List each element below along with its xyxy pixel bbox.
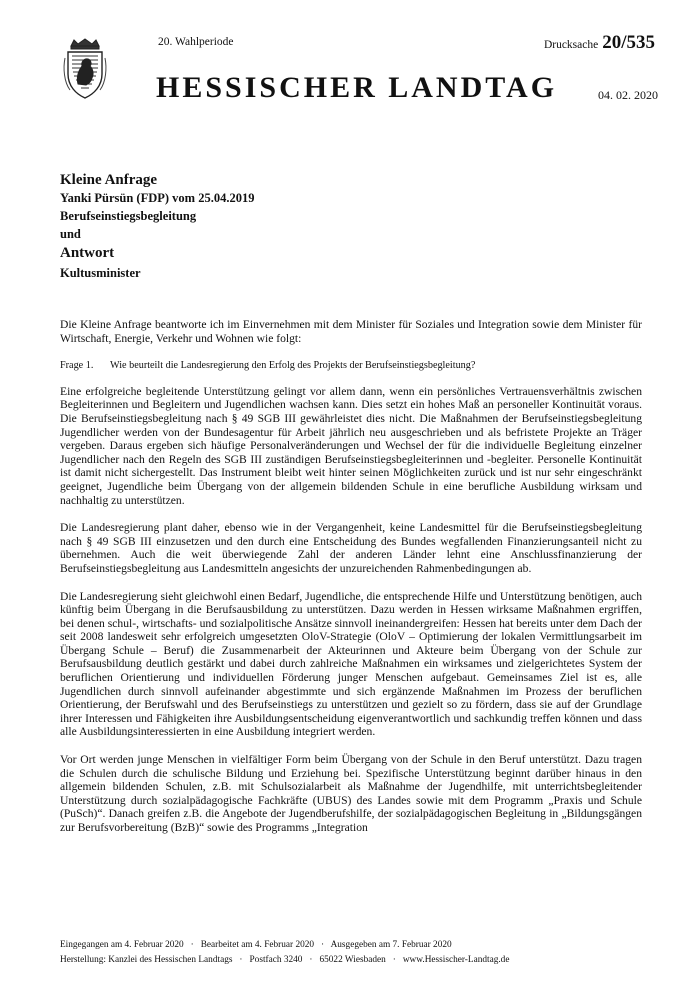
drucksache	[544, 32, 655, 54]
question-1	[60, 359, 642, 373]
drucksache-label: Drucksache	[543, 39, 599, 51]
footer-imprint: Herstellung: Kanzlei des Hessischen Landtags · Postfach 3240 · 65022 Wiesbaden · www.Hessischer-Landtag.de	[60, 955, 510, 965]
kleine-anfrage-heading: Kleine Anfrage	[60, 172, 158, 188]
und-line: und	[60, 227, 81, 241]
question-text: Wie beurteilt die Landesregierung den Erfolg des Projekts der Berufseinstiegsbegleitung?	[110, 360, 476, 372]
document-body	[60, 318, 642, 849]
question-label: Frage 1.	[60, 360, 94, 372]
page-title: HESSISCHER LANDTAG	[156, 71, 558, 104]
intro-paragraph: Die Kleine Anfrage beantworte ich im Einvernehmen mit dem Minister für Soziales und Integration sowie dem Minister für Wirtschaft, Energie, Verkehr und Wohnen wie folgt:	[60, 318, 642, 345]
antwort-heading: Antwort	[60, 245, 115, 261]
footer-dates: Eingegangen am 4. Februar 2020 · Bearbeitet am 4. Februar 2020 · Ausgegeben am 7. Februar 2020	[60, 940, 452, 950]
answer-paragraph: Eine erfolgreiche begleitende Unterstützung gelingt vor allem dann, wenn ein persönliches Vertrauensverhältnis zwischen Begleiterinnen und Begleitern und Jugendlichen wachsen kann. Dies setzt ein hohes Maß an personeller Kontinuität voraus. Die Berufseinstiegsbegleitung nach § 49 SGB III gewährleistet dies nicht. Die Maßnahmen der Berufseinstiegsbegleitung Jugendlicher werden von der Bundesagentur für Arbeit jährlich neu ausgeschrieben und als befristete Projekte an Träger vergeben. Daraus ergeben sich häufige Personalveränderungen und Wechsel der für die individuelle Begleitung einzelner Jugendlicher nach den Regeln des SGB III zuständigen Berufseinstiegsbegleiterinnen und -begleiter. Personelle Kontinuität ist damit nicht sichergestellt. Das Instrument bleibt weit hinter seinen Möglichkeiten zurück und ist nur sehr eingeschränkt geeignet, Jugendliche beim Übergang von der allgemein bildenden Schule in eine berufliche Ausbildung wirksam und nachhaltig zu unterstützen.	[60, 384, 642, 507]
document-date: 04. 02. 2020	[598, 88, 658, 102]
author-line: Yanki Pürsün (FDP) vom 25.04.2019	[60, 191, 255, 205]
answer-paragraph: Die Landesregierung plant daher, ebenso wie in der Vergangenheit, keine Landesmittel für die Berufseinstiegsbegleitung nach § 49 SGB III einzusetzen und den durch eine Entscheidung des Bundes wegfallenden Finanzierungsanteil nicht zu übernehmen. Auch die weit überwiegende Zahl der anderen Länder lehnt eine Anschlussfinanzierung der Berufseinstiegsbegleitung aus Landesmitteln angesichts der unzureichenden Rahmenbedingungen ab.	[60, 521, 642, 575]
minister-line: Kultusminister	[60, 266, 141, 280]
answer-paragraph: Vor Ort werden junge Menschen in vielfältiger Form beim Übergang von der Schule in den Beruf unterstützt. Dazu tragen die Schulen durch die schulische Bildung und Erziehung bei. Spezifische Unterstützung beginnt darüber hinaus in den allgemein bildenden Schulen, z.B. mit Schulsozialarbeit als Maßnahme der Jugendhilfe, mit unterrichtsbegleitender Unterstützung durch sozialpädagogische Fachkräfte (UBUS) des Landes sowie mit dem Programm „Praxis und Schule (PuSch)“. Danach greifen z.B. die Angebote der Jugendberufshilfe, der sozialpädagogischen Begleitung in „Bildungsgängen zur Berufsvorbereitung (BzB)“ sowie des Programms „Integration	[60, 753, 642, 834]
heading-block	[60, 171, 600, 282]
topic-line: Berufseinstiegsbegleitung	[60, 209, 197, 223]
wahlperiode-label: 20. Wahlperiode	[158, 36, 234, 48]
drucksache-number: 20/535	[602, 32, 655, 53]
footer	[60, 938, 660, 968]
answer-paragraph: Die Landesregierung sieht gleichwohl einen Bedarf, Jugendliche, die entsprechende Hilfe und Unterstützung benötigen, auch künftig beim Übergang in die Berufsausbildung zu unterstützen. Dazu werden in Hessen wirksame Maßnahmen ergriffen, bei denen schul-, wirtschafts- und sozialpolitische Ansätze sinnvoll ineinandergreifen: Hessen hat bereits unter dem Dach der seit 2008 landesweit sehr erfolgreich umgesetzten OloV-Strategie (OloV – Optimierung der lokalen Vermittlungsarbeit im Übergang Schule – Beruf) die Zusammenarbeit der Akteurinnen und Akteure beim Übergang von der Schule zur Berufsausbildung deutlich gestärkt und dabei durch zahlreiche Maßnahmen ein wirksames und zielgerichtetes System der beruflichen Orientierung und individuellen Förderung junger Menschen aufgebaut. Gemeinsames Ziel ist es, alle Jugendlichen durch sinnvoll aufeinander abgestimmte und sich ergänzende Maßnahmen im Prozess der beruflichen Orientierung, der Berufswahl und des Berufseinstiegs zu unterstützen und gezielt so zu fördern, dass sie auf der Grundlage ihrer Interessen und Fähigkeiten ihre Ausbildungsentscheidung eigenverantwortlich und sachkundig treffen können und dass alle Ausbildungsinteressierten in eine Ausbildung integriert werden.	[60, 589, 642, 739]
hessen-coat-of-arms-icon	[62, 38, 108, 100]
